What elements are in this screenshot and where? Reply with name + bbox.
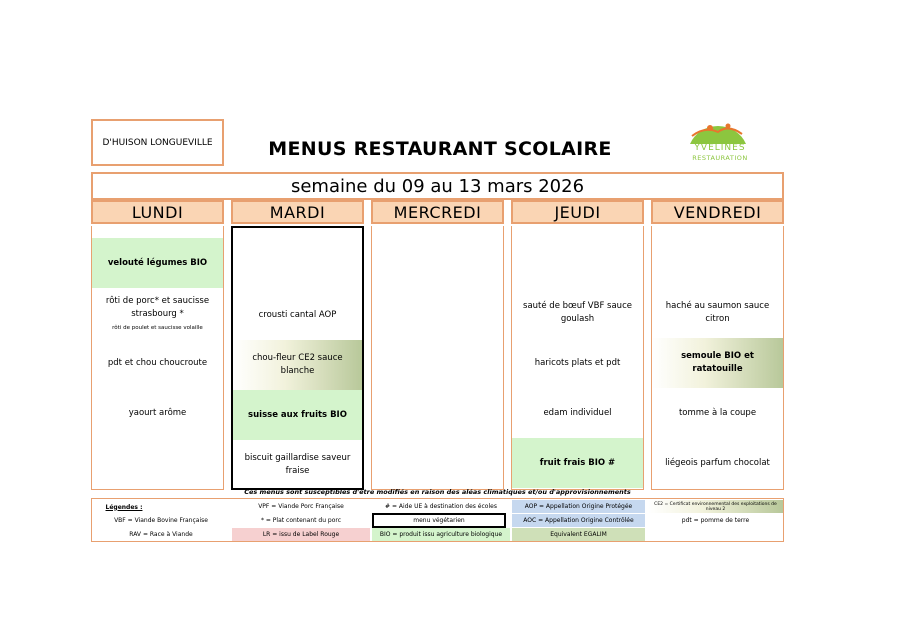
menu-laitage: yaourt arôme [128,407,187,418]
menu-plat-alternative: rôti de poulet et saucisse volaille [112,324,203,331]
legend-vbf: VBF = Viande Bovine Française [114,517,208,524]
day-body-vendredi [651,226,784,490]
legend-ce2: CE2 = Certificat environnemental des exploitations de niveau 2 [648,500,783,513]
menu-garniture: haricots plats et pdt [534,357,621,368]
menu-laitage: edam individuel [543,407,612,418]
legend-aop: AOP = Appellation Origine Protégée [512,500,645,513]
logo-text-line1: YVELINES [694,143,746,153]
day-column-vendredi [651,200,784,490]
yvelines-restauration-logo [670,114,770,164]
school-name-box [91,119,224,166]
menu-entree: velouté légumes BIO [92,238,223,288]
day-header-mardi: MARDI [231,200,364,224]
day-body-mercredi [371,226,504,490]
week-banner [91,172,784,200]
menu-garniture: chou-fleur CE2 sauce blanche [233,340,362,390]
day-header-lundi: LUNDI [91,200,224,224]
week-label: semaine du 09 au 13 mars 2026 [290,175,585,197]
legend-aoc: AOC = Appellation Origine Contrôlée [512,514,645,527]
legend-box [91,498,784,542]
day-column-jeudi [511,200,644,490]
menu-dessert [92,438,223,488]
menu-laitage: tomme à la coupe [678,407,757,418]
logo-text-line2: RESTAURATION [692,154,748,162]
menu-laitage: suisse aux fruits BIO [233,390,362,440]
menu-plat: haché au saumon sauce citron [665,301,770,324]
menu-entree [512,238,643,288]
page-title: MENUS RESTAURANT SCOLAIRE [268,138,612,160]
legend-rav: RAV = Race à Viande [129,531,193,538]
legend-pdt: pdt = pomme de terre [681,517,750,524]
day-column-mardi [231,200,364,490]
legend-title: Légendes : [105,503,143,511]
legend-vegetarian: menu végétarien [372,513,506,528]
day-header-mercredi: MERCREDI [371,200,504,224]
legend-egalim: Equivalent EGALIM [512,528,645,541]
day-body-lundi [91,226,224,490]
legend-bio: BIO = produit issu agriculture biologique [372,528,510,541]
menu-dessert: liégeois parfum chocolat [665,457,770,468]
menu-plat: rôti de porc* et saucisse strasbourg * rôti de poulet et saucisse volaille [105,295,210,331]
legend-porc: * = Plat contenant du porc [260,517,342,524]
day-body-jeudi [511,226,644,490]
menu-garniture: pdt et chou choucroute [107,357,208,368]
disclaimer-note: Ces menus sont susceptibles d'être modifiés en raison des aléas climatiques et/ou d'approvisionnements [244,488,631,496]
day-header-vendredi: VENDREDI [651,200,784,224]
day-header-jeudi: JEUDI [511,200,644,224]
day-column-mercredi [371,200,504,490]
day-column-lundi [91,200,224,490]
day-body-mardi-vegetarian [231,226,364,490]
menu-plat: sauté de bœuf VBF sauce goulash [523,301,632,324]
legend-aide-ue: # = Aide UE à destination des écoles [385,503,497,510]
legend-vpf: VPF = Viande Porc Française [258,503,344,510]
menu-dessert: biscuit gaillardise saveur fraise [244,453,351,476]
menu-entree [652,238,783,288]
menu-plat: crousti cantal AOP [258,309,337,320]
menu-dessert: fruit frais BIO # [512,438,643,488]
menu-garniture: semoule BIO et ratatouille [652,338,783,388]
legend-lr: LR = issu de Label Rouge [232,528,370,541]
school-name: D'HUISON LONGUEVILLE [102,137,213,148]
menu-entree [233,240,362,290]
